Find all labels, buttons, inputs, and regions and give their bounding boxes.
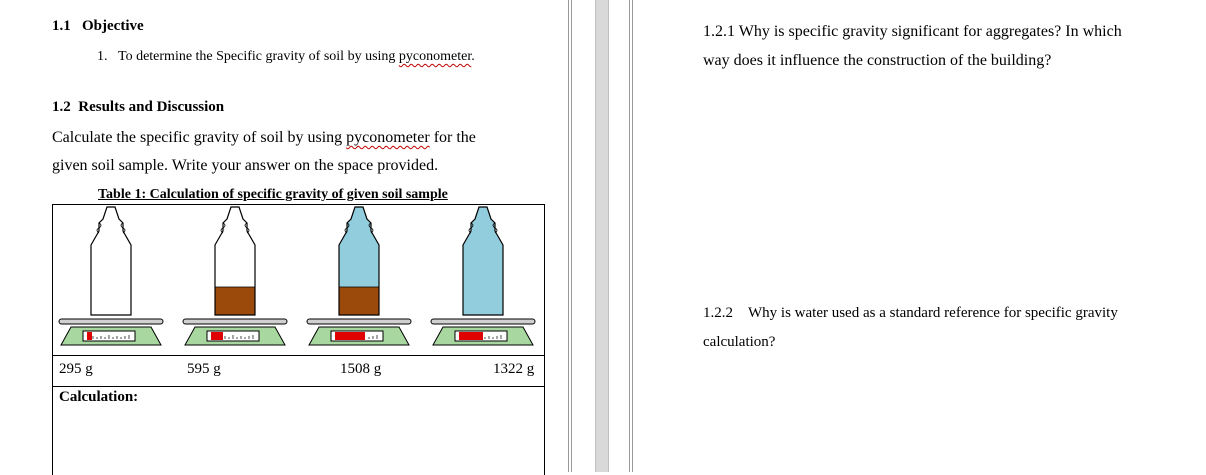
bottle-illustration-row [53,205,544,354]
paragraph-line-1 [52,129,476,147]
vertical-scrollbar[interactable] [595,0,609,472]
weight-empty: 295 g [59,361,93,377]
question-2-line-1 [703,305,1118,322]
weight-water: 1322 g [493,361,535,377]
objective-heading [52,18,144,35]
paragraph-text: Calculate the specific gravity of soil by using [52,129,347,146]
question-2-line-2: calculation? [703,334,776,350]
bottle-with-water [463,205,503,315]
results-number: 1.2 [52,99,71,115]
question-2-text: Why is water used as a standard reference for specific gravity [748,305,1118,321]
question-1-number: 1.2.1 [703,23,735,40]
paragraph-text: for the [429,129,476,146]
objective-item-text: To determine the Specific gravity of soil by using [118,49,399,64]
bottle-with-soil [215,207,255,315]
scale-1 [59,319,163,345]
pycnometer-illustration [53,205,544,354]
weight-soil: 595 g [187,361,221,377]
calculation-table [52,204,545,475]
page-edge [571,0,572,472]
page-edge [629,0,630,472]
scale-3 [307,319,411,345]
calculation-label: Calculation: [59,389,139,405]
page-edge [568,0,569,472]
question-1-line-2: way does it influence the construction of the building? [703,52,1052,69]
objective-title: Objective [82,18,144,34]
objective-item-end: . [471,49,475,64]
spellcheck-flagged-word[interactable]: pyconometer [398,49,472,64]
bottle-with-soil-and-water [339,205,379,315]
objective-item-number: 1. [97,49,108,64]
objective-item [97,49,475,65]
right-page [633,0,1206,472]
paragraph-line-2: given soil sample. Write your answer on the space provided. [52,157,439,174]
results-heading [52,99,224,116]
scale-4 [431,319,535,345]
weights-row [53,355,544,387]
spellcheck-flagged-word[interactable]: pyconometer [346,129,430,146]
weight-soil-water: 1508 g [340,361,382,377]
question-2-number: 1.2.2 [703,305,733,321]
question-1-text: Why is specific gravity significant for aggregates? In which [738,23,1122,40]
question-1-line-1 [703,23,1122,41]
results-title: Results and Discussion [78,99,225,115]
left-page [0,0,568,472]
scale-2 [183,319,287,345]
page-gutter [568,0,633,472]
bottle-empty [91,207,131,315]
objective-number: 1.1 [52,18,71,34]
table-caption: Table 1: Calculation of specific gravity of given soil sample [98,187,448,202]
